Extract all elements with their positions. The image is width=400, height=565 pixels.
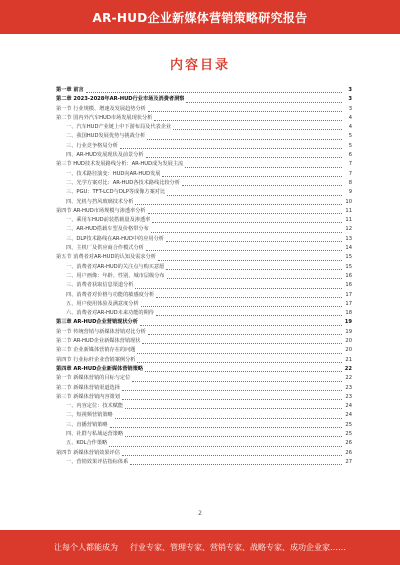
toc-entry[interactable]: [56, 263, 352, 272]
toc-entry-label: 四、AR-HUD发展现状及前景分析: [66, 152, 144, 159]
toc-leader-dots: [148, 334, 342, 335]
toc-entry-page: 7: [348, 170, 352, 177]
toc-entry-page: 13: [345, 235, 352, 242]
toc-leader-dots: [162, 176, 342, 177]
toc-entry[interactable]: [56, 160, 352, 169]
toc-leader-dots: [151, 232, 342, 233]
toc-leader-dots: [109, 446, 342, 447]
toc-entry-page: 24: [345, 403, 352, 410]
toc-entry[interactable]: [56, 207, 352, 216]
toc-entry-label: 一、营销效果评估指标体系: [66, 458, 129, 465]
toc-entry-page: 16: [345, 282, 352, 289]
toc-entry-label: 一、技术路径演变：HUD向AR-HUD发展: [66, 170, 161, 177]
toc-entry-label: 第二节 AR-HUD企业新媒体营销现状: [56, 338, 141, 345]
toc-entry-page: 3: [348, 87, 352, 93]
toc-entry-label: 二、AR-HUD搭载车型及价格带分布: [66, 226, 149, 233]
toc-entry-label: 三、消费者获取信息渠道分析: [66, 282, 134, 289]
toc-entry-page: 25: [345, 421, 352, 428]
toc-leader-dots: [148, 213, 342, 214]
page-number: 2: [198, 510, 202, 517]
toc-entry[interactable]: [56, 309, 352, 318]
toc-entry[interactable]: [56, 105, 352, 114]
toc-entry-label: 第三节 新媒体营销内容策划: [56, 393, 120, 400]
toc-entry-label: 第三章 AR-HUD企业营销现状分析: [56, 319, 138, 326]
toc-entry-page: 6: [348, 152, 352, 159]
toc-leader-dots: [146, 157, 342, 158]
toc-leader-dots: [125, 436, 342, 437]
toc-entry-label: 一、乘用车HUD前装搭载量及渗透率: [66, 217, 151, 224]
toc-entry[interactable]: [56, 291, 352, 300]
toc-entry[interactable]: [56, 346, 352, 355]
toc-entry-label: 第三节 HUD技术发展路线分析：AR-HUD成为发展主流: [56, 161, 184, 168]
toc-leader-dots: [130, 464, 342, 465]
toc-entry-page: 8: [348, 179, 352, 186]
toc-entry[interactable]: [56, 216, 352, 225]
report-title: AR-HUD企业新媒体营销策略研究报告: [92, 10, 308, 25]
toc-entry[interactable]: [56, 281, 352, 290]
toc-leader-dots: [141, 306, 342, 307]
toc-entry-label: 一、消费者对AR-HUD的关注点与购买意愿: [66, 263, 165, 270]
toc-leader-dots: [135, 204, 342, 205]
toc-leader-dots: [147, 139, 342, 140]
toc-leader-dots: [132, 381, 342, 382]
toc-entry-label: 三、PGU：TFT-LCD与DLP等成像方案对比: [66, 189, 166, 196]
toc-leader-dots: [140, 325, 342, 326]
toc-entry-label: 第二节 新媒体营销渠道选择: [56, 384, 120, 391]
toc-entry[interactable]: [56, 374, 352, 383]
toc-leader-dots: [154, 120, 342, 121]
toc-entry-label: 第一章 前言: [56, 87, 84, 93]
toc-entry-label: 六、消费者对AR-HUD未来功能的期待: [66, 310, 154, 317]
toc-entry-label: 第一节 新媒体营销的目标与定位: [56, 375, 131, 382]
footer-tagline: 行业专家、管理专家、营销专家、战略专家、成功企业家……: [130, 543, 346, 552]
toc-entry-label: 第四节 AR-HUD市场规模与渗透率分析: [56, 207, 146, 214]
toc-leader-dots: [182, 185, 342, 186]
toc-entry-label: 二、短视频营销策略: [66, 412, 113, 419]
toc-entry-page: 4: [348, 124, 352, 131]
toc-leader-dots: [156, 297, 342, 298]
toc-entry-page: 17: [345, 291, 352, 298]
toc-leader-dots: [145, 371, 342, 372]
toc-leader-dots: [110, 427, 342, 428]
toc-entry[interactable]: [56, 170, 352, 179]
table-of-contents: [56, 86, 352, 467]
toc-entry[interactable]: [56, 142, 352, 151]
toc-entry[interactable]: [56, 337, 352, 346]
toc-entry[interactable]: [56, 179, 352, 188]
toc-entry[interactable]: [56, 132, 352, 141]
toc-entry-page: 15: [345, 263, 352, 270]
toc-entry[interactable]: [56, 198, 352, 207]
toc-leader-dots: [185, 167, 342, 168]
toc-entry-page: 3: [348, 96, 352, 103]
toc-entry[interactable]: [56, 402, 352, 411]
toc-entry-label: 第一节 行业规模、增速及发展趋势分析: [56, 105, 146, 112]
toc-entry[interactable]: [56, 272, 352, 281]
toc-entry[interactable]: [56, 123, 352, 132]
toc-entry[interactable]: [56, 384, 352, 393]
toc-leader-dots: [158, 260, 342, 261]
toc-entry[interactable]: [56, 458, 352, 467]
toc-entry-label: 第二节 国内外汽车HUD市场发展现状分析: [56, 114, 153, 121]
toc-entry[interactable]: [56, 439, 352, 448]
toc-entry-label: 三、直播营销策略: [66, 421, 108, 428]
toc-leader-dots: [122, 399, 342, 400]
toc-entry[interactable]: [56, 421, 352, 430]
toc-entry-page: 5: [348, 142, 352, 149]
toc-entry-label: 五、KOL合作策略: [66, 440, 108, 447]
toc-entry-label: 三、行业竞争格局分析: [66, 142, 118, 149]
toc-entry[interactable]: [56, 393, 352, 402]
toc-entry-label: 三、DLP技术路线在AR-HUD中的应用分析: [66, 235, 164, 242]
toc-leader-dots: [186, 102, 342, 103]
toc-entry-label: 四、消费者对价格与功能的敏感度分析: [66, 291, 155, 298]
toc-entry-label: 四、主机厂及供应商合作模式分析: [66, 245, 144, 252]
toc-leader-dots: [173, 129, 342, 130]
toc-entry-label: 第四节 行业标杆企业营销案例分析: [56, 356, 136, 363]
toc-entry[interactable]: [56, 356, 352, 365]
toc-entry-label: 二、我国HUD发展优势与挑战分析: [66, 133, 146, 140]
toc-entry-page: 7: [348, 161, 352, 168]
toc-entry-page: 5: [348, 133, 352, 140]
toc-leader-dots: [166, 269, 342, 270]
toc-entry[interactable]: [56, 188, 352, 197]
toc-leader-dots: [120, 148, 342, 149]
toc-leader-dots: [135, 288, 342, 289]
toc-entry[interactable]: [56, 235, 352, 244]
toc-entry-label: 第四节 新媒体营销效果评估: [56, 449, 120, 456]
toc-entry[interactable]: [56, 151, 352, 160]
toc-entry-page: 26: [345, 449, 352, 456]
toc-entry-page: 17: [345, 300, 352, 307]
toc-entry-page: 18: [345, 310, 352, 317]
toc-entry-page: 23: [345, 393, 352, 400]
toc-entry-label: 第一节 传统营销与新媒体营销对比分析: [56, 328, 146, 335]
toc-entry-page: 19: [344, 319, 352, 326]
toc-entry-page: 16: [345, 272, 352, 279]
toc-title: 内容目录: [169, 58, 230, 73]
toc-entry-label: 第三节 企业新媒体营销存在的问题: [56, 347, 136, 354]
toc-entry[interactable]: [56, 86, 352, 95]
toc-entry[interactable]: [56, 365, 352, 374]
toc-entry[interactable]: [56, 225, 352, 234]
toc-entry-label: 一、汽车HUD产业链上中下游布局及代表企业: [66, 124, 172, 131]
toc-entry[interactable]: [56, 300, 352, 309]
toc-entry[interactable]: [56, 328, 352, 337]
toc-entry-label: 一、内容定位：技术赋能: [66, 403, 124, 410]
toc-entry-label: 第二章 2023-2028年AR-HUD行业市场及消费者洞察: [56, 96, 185, 103]
toc-entry-page: 25: [345, 430, 352, 437]
toc-entry-label: 二、光学方案对比：AR-HUD各技术路线比较分析: [66, 179, 180, 186]
toc-entry-page: 10: [345, 198, 352, 205]
toc-entry[interactable]: [56, 244, 352, 253]
toc-entry-page: 24: [345, 412, 352, 419]
toc-entry-page: 3: [348, 105, 352, 112]
toc-entry-page: 20: [345, 347, 352, 354]
toc-leader-dots: [152, 222, 342, 223]
toc-leader-dots: [115, 418, 342, 419]
toc-entry-page: 14: [345, 245, 352, 252]
toc-leader-dots: [167, 278, 342, 279]
toc-entry-page: 19: [345, 328, 352, 335]
toc-leader-dots: [137, 362, 342, 363]
toc-entry-label: 五、用户使用体验及满意度分析: [66, 300, 139, 307]
toc-entry[interactable]: [56, 253, 352, 262]
toc-leader-dots: [166, 241, 342, 242]
toc-entry[interactable]: [56, 411, 352, 420]
toc-entry[interactable]: [56, 95, 352, 104]
toc-entry-page: 15: [345, 254, 352, 261]
toc-entry-label: 第五节 消费者对AR-HUD的认知及需求分析: [56, 254, 156, 261]
toc-entry[interactable]: [56, 449, 352, 458]
toc-entry-page: 12: [345, 226, 352, 233]
toc-entry[interactable]: [56, 114, 352, 123]
toc-entry-page: 27: [345, 458, 352, 465]
toc-leader-dots: [122, 455, 342, 456]
toc-leader-dots: [137, 353, 342, 354]
toc-leader-dots: [146, 250, 342, 251]
toc-entry[interactable]: [56, 318, 352, 327]
toc-leader-dots: [142, 343, 342, 344]
toc-entry-page: 9: [348, 189, 352, 196]
toc-entry-page: 22: [344, 365, 352, 372]
toc-entry[interactable]: [56, 430, 352, 439]
toc-entry-page: 20: [345, 338, 352, 345]
toc-entry-label: 第四章 AR-HUD企业新媒体营销策略: [56, 365, 144, 372]
toc-entry-label: 四、光机与挡风玻璃技术分析: [66, 198, 134, 205]
toc-entry-label: 四、社群与私域运营策略: [66, 430, 124, 437]
toc-entry-page: 11: [345, 207, 352, 214]
toc-leader-dots: [86, 92, 342, 93]
toc-leader-dots: [167, 195, 342, 196]
toc-leader-dots: [148, 111, 342, 112]
toc-entry-page: 26: [345, 440, 352, 447]
toc-entry-page: 11: [345, 217, 352, 224]
toc-entry-page: 21: [345, 356, 352, 363]
toc-leader-dots: [125, 408, 342, 409]
toc-leader-dots: [122, 390, 342, 391]
toc-entry-page: 4: [348, 114, 352, 121]
toc-entry-page: 22: [345, 375, 352, 382]
footer-lead: 让每个人都能成为: [54, 543, 118, 552]
toc-entry-page: 23: [345, 384, 352, 391]
toc-leader-dots: [156, 315, 342, 316]
toc-entry-label: 二、用户画像：年龄、性别、城市层级分布: [66, 272, 165, 279]
page-header: [0, 0, 400, 34]
page-footer: [0, 530, 400, 565]
